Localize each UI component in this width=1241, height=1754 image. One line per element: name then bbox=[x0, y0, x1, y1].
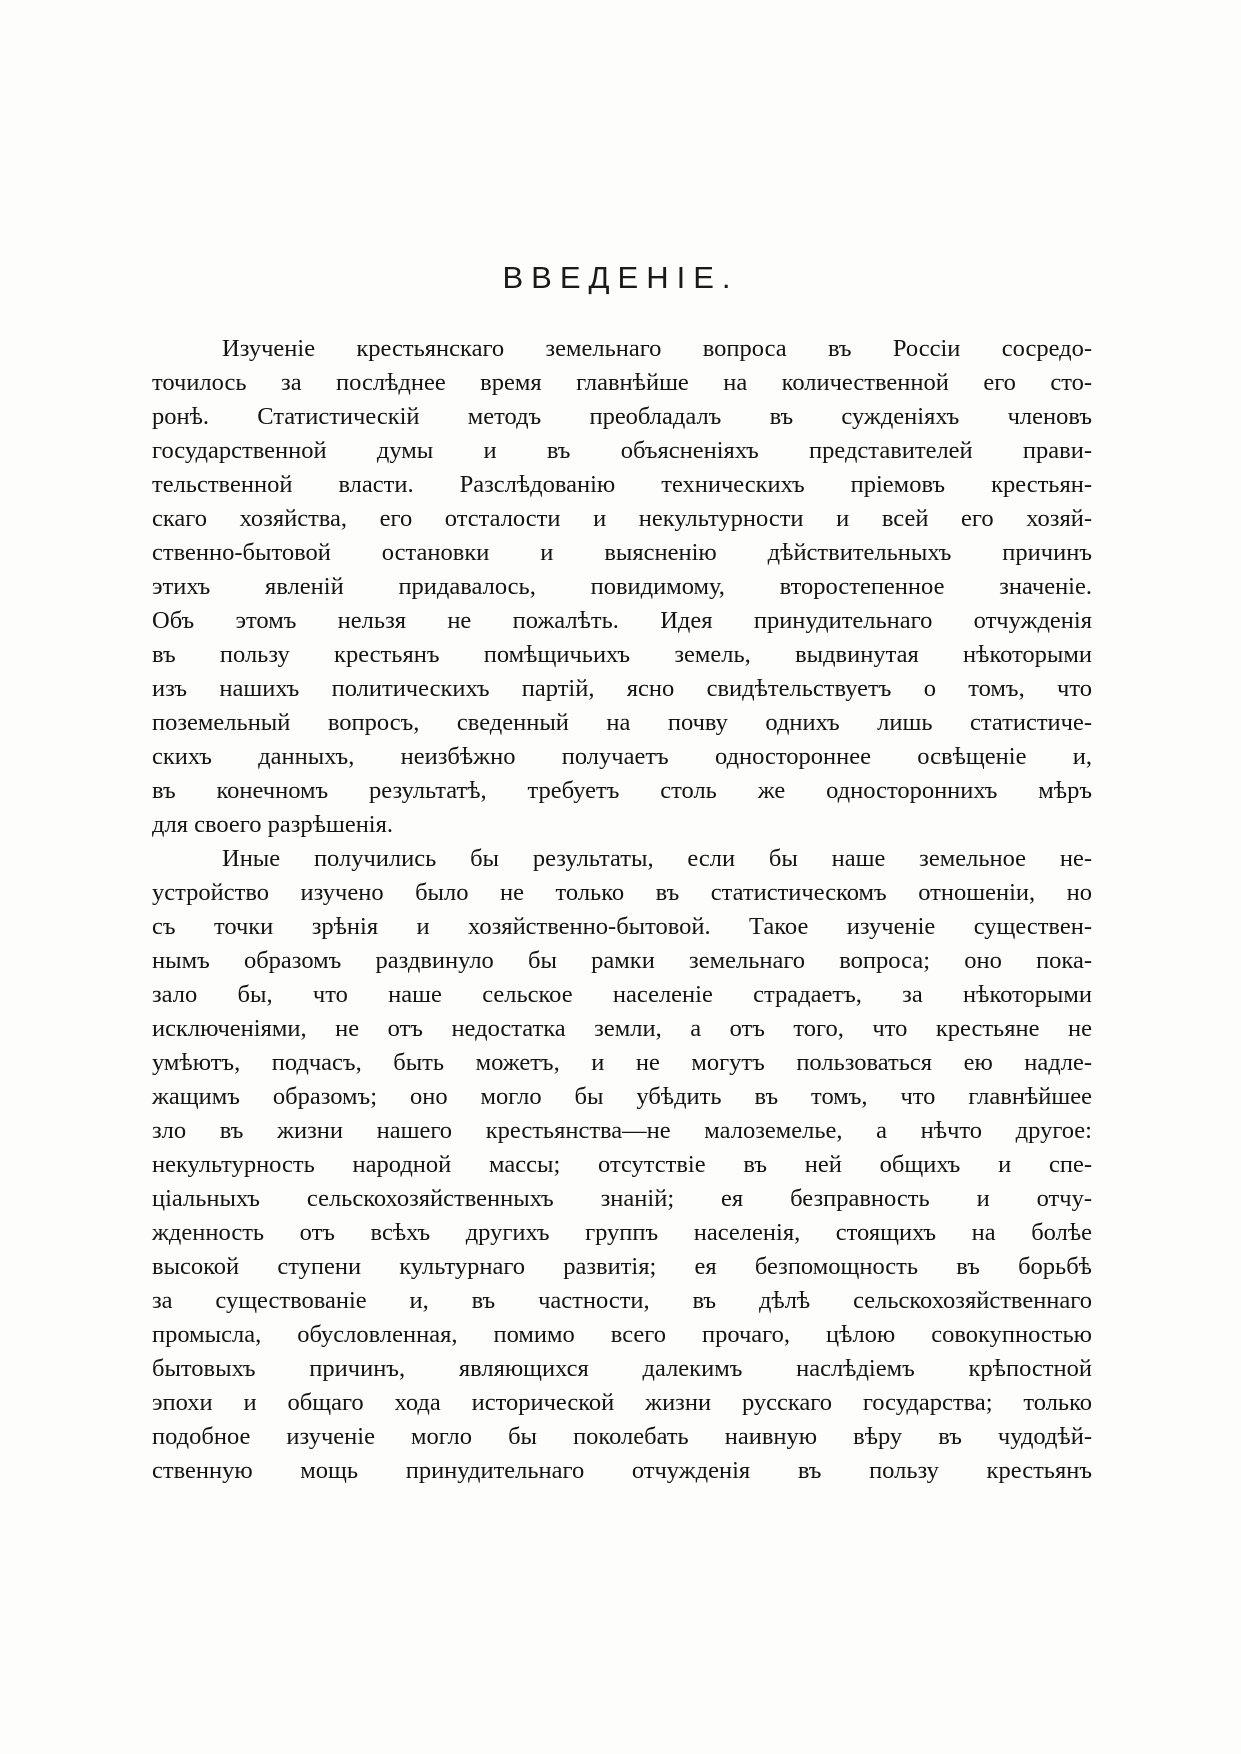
text-line: ственно-бытовой остановки и выясненію дѣйствительныхъ причинъ bbox=[152, 539, 1092, 566]
text-line: изъ нашихъ политическихъ партій, ясно свидѣтельствуетъ о томъ, что bbox=[152, 675, 1092, 702]
text-line: промысла, обусловленная, помимо всего прочаго, цѣлою совокупностью bbox=[152, 1321, 1092, 1348]
body-text bbox=[152, 332, 1092, 1488]
text-line: зло въ жизни нашего крестьянства—не малоземелье, а нѣчто другое: bbox=[152, 1117, 1092, 1144]
text-line: поземельный вопросъ, сведенный на почву однихъ лишь статистиче- bbox=[152, 709, 1092, 736]
text-line: некультурность народной массы; отсутствіе въ ней общихъ и спе- bbox=[152, 1151, 1092, 1178]
text-line: умѣютъ, подчасъ, быть можетъ, и не могутъ пользоваться ею надле- bbox=[152, 1049, 1092, 1076]
text-line: тельственной власти. Разслѣдованію техническихъ пріемовъ крестьян- bbox=[152, 471, 1092, 498]
text-line: скихъ данныхъ, неизбѣжно получаетъ одностороннее освѣщеніе и, bbox=[152, 743, 1092, 770]
text-line: скаго хозяйства, его отсталости и некультурности и всей его хозяй- bbox=[152, 505, 1092, 532]
text-line: Иные получились бы результаты, если бы наше земельное не- bbox=[222, 845, 1092, 872]
text-line: нымъ образомъ раздвинуло бы рамки земельнаго вопроса; оно пока- bbox=[152, 947, 1092, 974]
text-line: Изученіе крестьянскаго земельнаго вопроса въ Россіи сосредо- bbox=[222, 335, 1092, 362]
paragraph-2 bbox=[152, 842, 1092, 1488]
text-line: ронѣ. Статистическій методъ преобладалъ въ сужденіяхъ членовъ bbox=[152, 403, 1092, 430]
text-line: жащимъ образомъ; оно могло бы убѣдить въ томъ, что главнѣйшее bbox=[152, 1083, 1092, 1110]
text-line: съ точки зрѣнія и хозяйственно-бытовой. Такое изученіе существен- bbox=[152, 913, 1092, 940]
text-line: точилось за послѣднее время главнѣйше на количественной его сто- bbox=[152, 369, 1092, 396]
text-line: устройство изучено было не только въ статистическомъ отношеніи, но bbox=[152, 879, 1092, 906]
paragraph-1 bbox=[152, 332, 1092, 842]
text-line: исключеніями, не отъ недостатка земли, а отъ того, что крестьяне не bbox=[152, 1015, 1092, 1042]
text-line: государственной думы и въ объясненіяхъ представителей прави- bbox=[152, 437, 1092, 464]
text-line: въ пользу крестьянъ помѣщичьихъ земель, выдвинутая нѣкоторыми bbox=[152, 641, 1092, 668]
chapter-heading: ВВЕДЕНІЕ. bbox=[502, 260, 739, 295]
text-line: подобное изученіе могло бы поколебать наивную вѣру въ чудодѣй- bbox=[152, 1423, 1092, 1450]
text-line: Объ этомъ нельзя не пожалѣть. Идея принудительнаго отчужденія bbox=[152, 607, 1092, 634]
text-line: эпохи и общаго хода исторической жизни русскаго государства; только bbox=[152, 1389, 1092, 1416]
text-line: этихъ явленій придавалось, повидимому, второстепенное значеніе. bbox=[152, 573, 1092, 600]
text-line: зало бы, что наше сельское населеніе страдаетъ, за нѣкоторыми bbox=[152, 981, 1092, 1008]
text-line: за существованіе и, въ частности, въ дѣлѣ сельскохозяйственнаго bbox=[152, 1287, 1092, 1314]
text-line: бытовыхъ причинъ, являющихся далекимъ наслѣдіемъ крѣпостной bbox=[152, 1355, 1092, 1382]
text-line: для своего разрѣшенія. bbox=[152, 811, 394, 838]
text-line: ственную мощь принудительнаго отчужденія въ пользу крестьянъ bbox=[152, 1457, 1092, 1484]
text-line: высокой ступени культурнаго развитія; ея безпомощность въ борьбѣ bbox=[152, 1253, 1092, 1280]
text-line: жденность отъ всѣхъ другихъ группъ населенія, стоящихъ на болѣе bbox=[152, 1219, 1092, 1246]
text-line: ціальныхъ сельскохозяйственныхъ знаній; ея безправность и отчу- bbox=[152, 1185, 1092, 1212]
text-line: въ конечномъ результатѣ, требуетъ столь же одностороннихъ мѣръ bbox=[152, 777, 1092, 804]
